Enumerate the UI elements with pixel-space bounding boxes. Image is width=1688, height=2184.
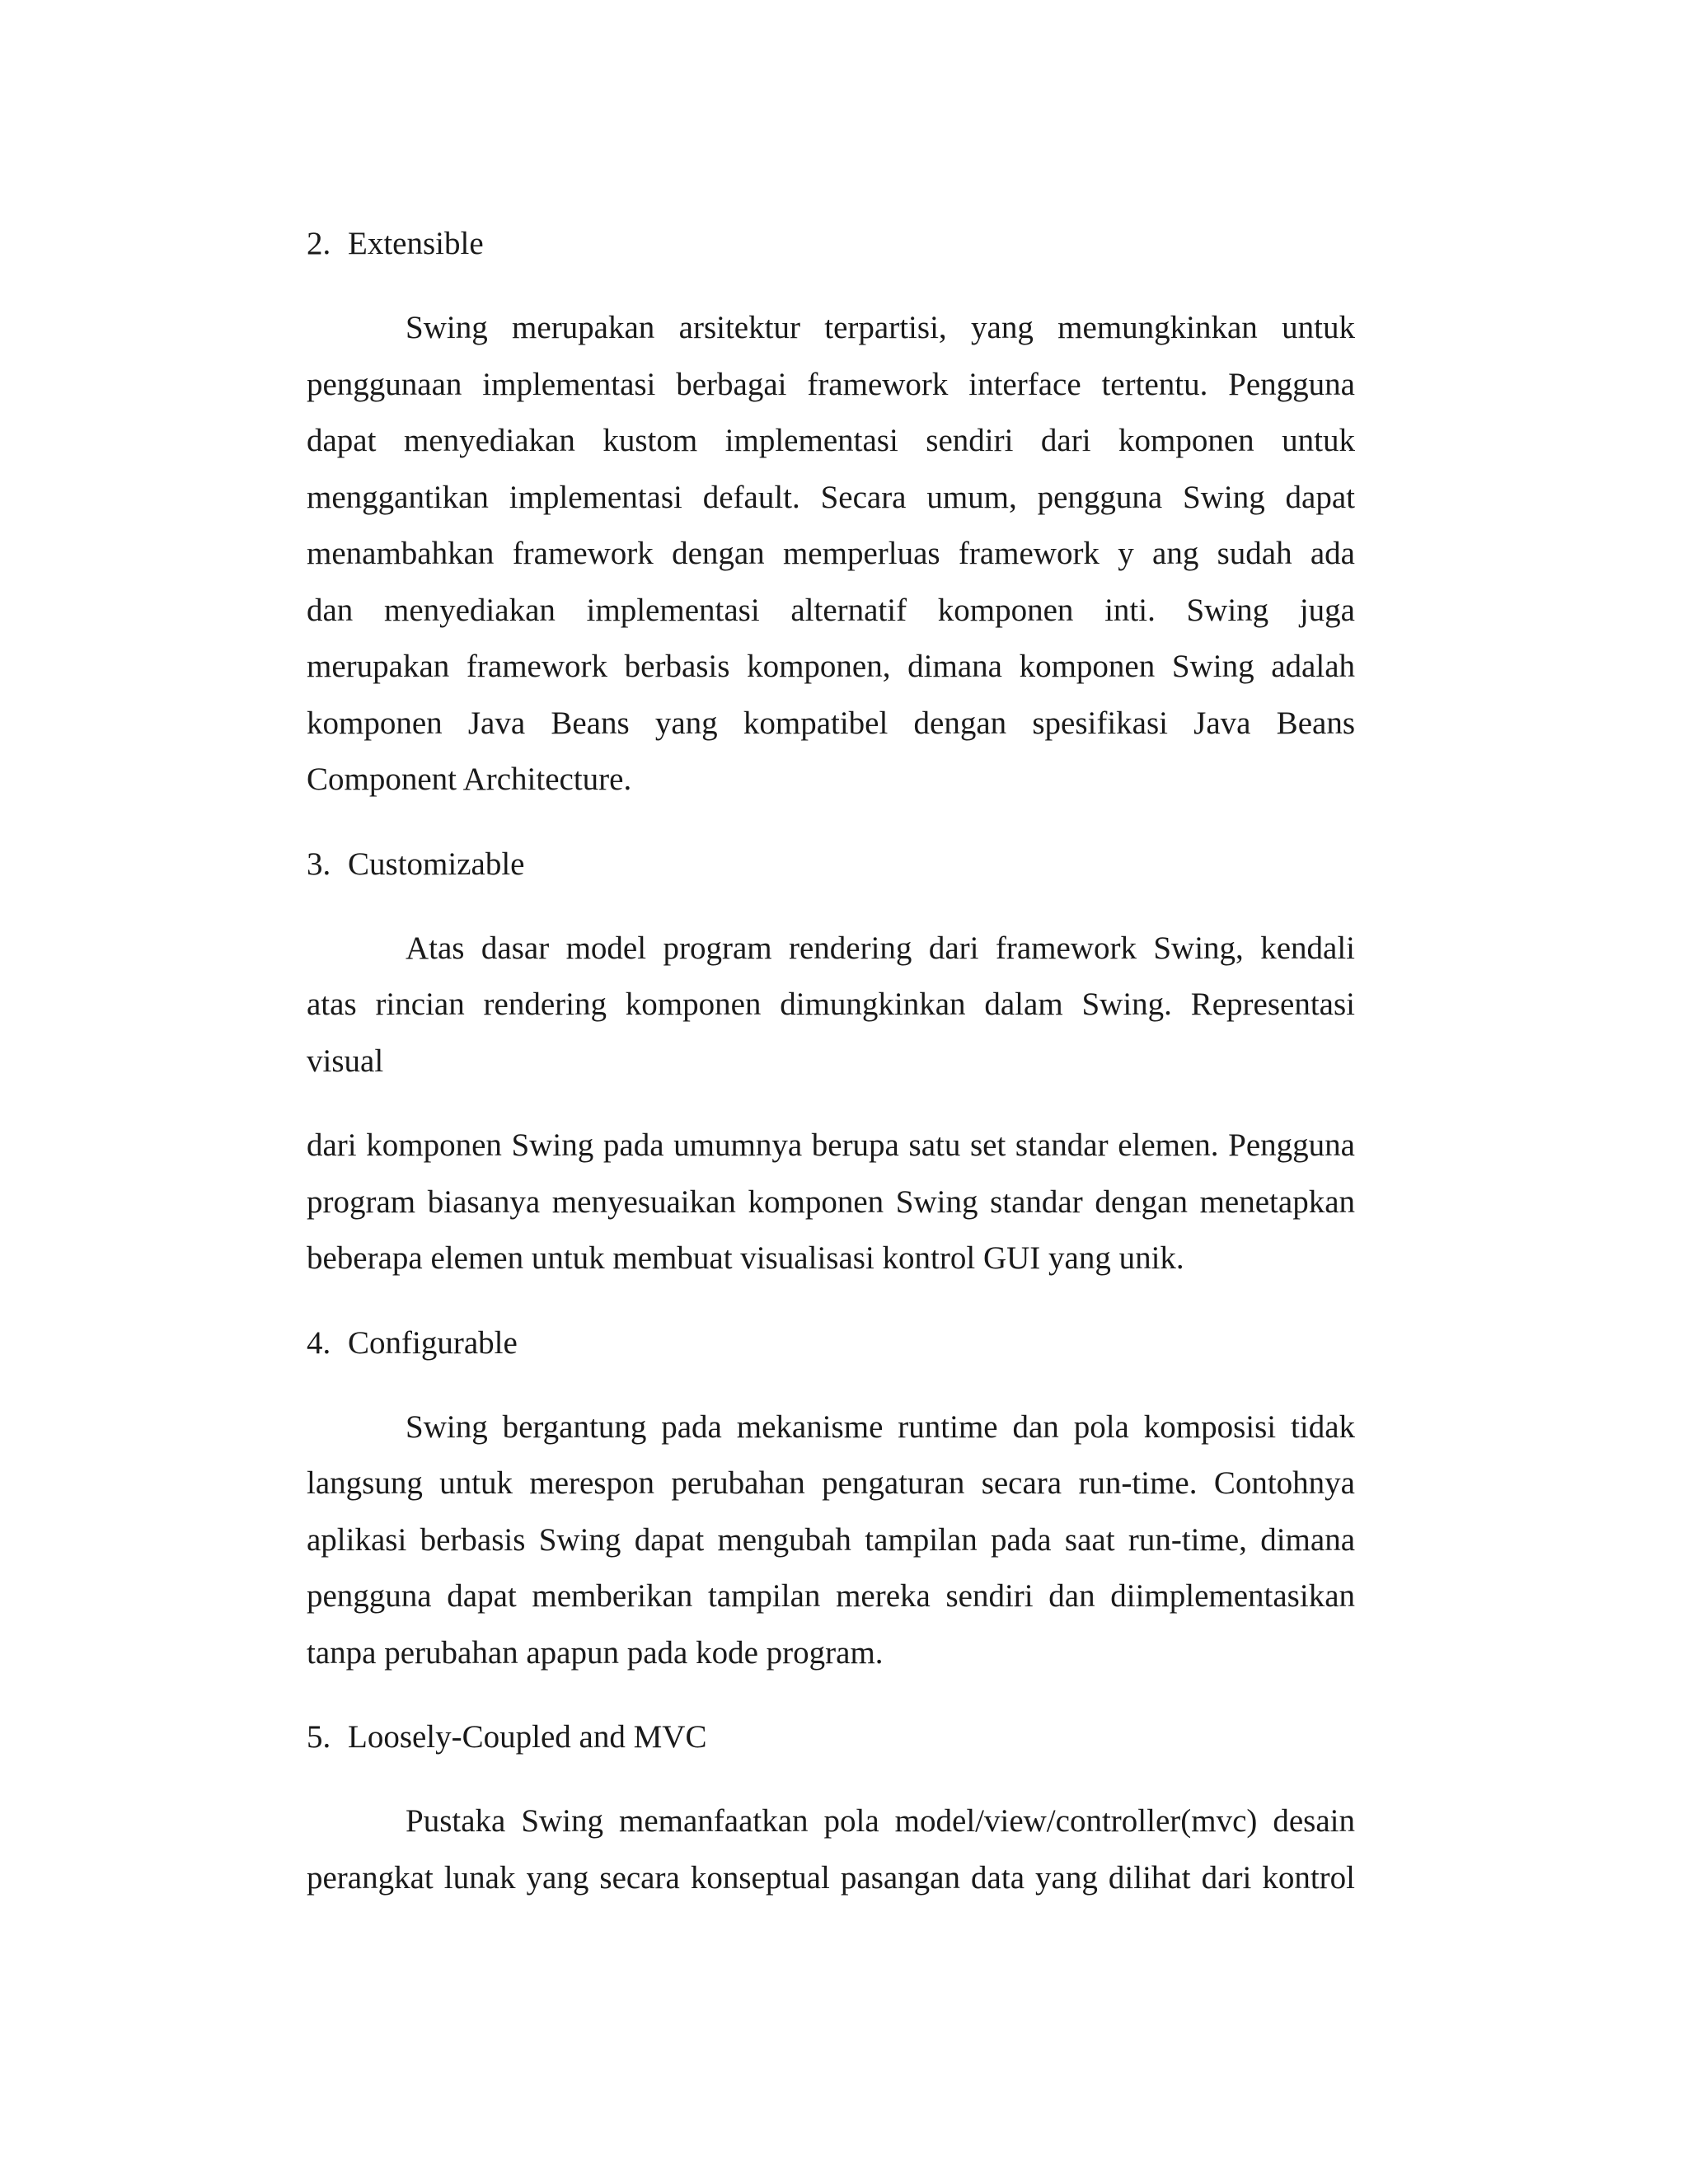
- text-line: menggantikan implementasi default. Secara umum, pengguna Swing dapat: [307, 479, 1355, 515]
- text-line: Swing merupakan arsitektur terpartisi, yang memungkinkan untuk: [406, 310, 1355, 345]
- section-number: 2.: [307, 226, 331, 261]
- text-line: perangkat lunak yang secara konseptual pasangan data yang dilihat dari kontrol: [307, 1859, 1355, 1896]
- text-line: Atas dasar model program rendering dari framework Swing, kendali: [406, 930, 1355, 966]
- text-line: Pustaka Swing memanfaatkan pola model/view/controller(mvc) desain: [406, 1803, 1355, 1839]
- text-line: atas rincian rendering komponen dimungkinkan dalam Swing. Representasi: [307, 987, 1355, 1022]
- text-line: program biasanya menyesuaikan komponen Swing standar dengan menetapkan: [307, 1183, 1355, 1220]
- text-line: tanpa perubahan apapun pada kode program.: [307, 1634, 884, 1671]
- paragraph-extensible: [307, 300, 1355, 808]
- text-line: aplikasi berbasis Swing dapat mengubah tampilan pada saat run-time, dimana: [307, 1521, 1355, 1558]
- section-heading-extensible: [307, 216, 1355, 272]
- document-page: [307, 216, 1355, 1906]
- section-number: 3.: [307, 846, 331, 882]
- text-line: langsung untuk merespon perubahan pengaturan secara run-time. Contohnya: [307, 1465, 1355, 1501]
- text-line: menambahkan framework dengan memperluas framework y ang sudah ada: [307, 536, 1355, 571]
- paragraph-configurable: [307, 1399, 1355, 1682]
- paragraph-customizable-1: [307, 921, 1355, 1090]
- text-line: dapat menyediakan kustom implementasi sendiri dari komponen untuk: [307, 423, 1355, 458]
- section-heading-loosely-coupled: [307, 1709, 1355, 1765]
- text-line: komponen Java Beans yang kompatibel dengan spesifikasi Java Beans: [307, 705, 1355, 741]
- text-line: pengguna dapat memberikan tampilan mereka sendiri dan diimplementasikan: [307, 1578, 1355, 1614]
- text-line: merupakan framework berbasis komponen, dimana komponen Swing adalah: [307, 649, 1355, 684]
- section-title: Customizable: [348, 846, 525, 882]
- text-line: dari komponen Swing pada umumnya berupa satu set standar elemen. Pengguna: [307, 1127, 1355, 1163]
- section-heading-configurable: [307, 1315, 1355, 1371]
- paragraph-loosely-coupled: [307, 1793, 1355, 1906]
- paragraph-customizable-2: [307, 1118, 1355, 1287]
- text-line: Component Architecture.: [307, 762, 632, 797]
- text-line: dan menyediakan implementasi alternatif komponen inti. Swing juga: [307, 592, 1355, 628]
- section-title: Loosely-Coupled and MVC: [348, 1719, 707, 1755]
- section-number: 5.: [307, 1719, 331, 1755]
- section-title: Configurable: [348, 1324, 518, 1361]
- text-line: visual: [307, 1043, 384, 1079]
- section-number: 4.: [307, 1324, 331, 1361]
- text-line: penggunaan implementasi berbagai framework interface tertentu. Pengguna: [307, 366, 1355, 402]
- section-title: Extensible: [348, 226, 484, 261]
- text-line: Swing bergantung pada mekanisme runtime dan pola komposisi tidak: [406, 1408, 1355, 1445]
- text-line: beberapa elemen untuk membuat visualisasi kontrol GUI yang unik.: [307, 1240, 1184, 1276]
- section-heading-customizable: [307, 837, 1355, 893]
